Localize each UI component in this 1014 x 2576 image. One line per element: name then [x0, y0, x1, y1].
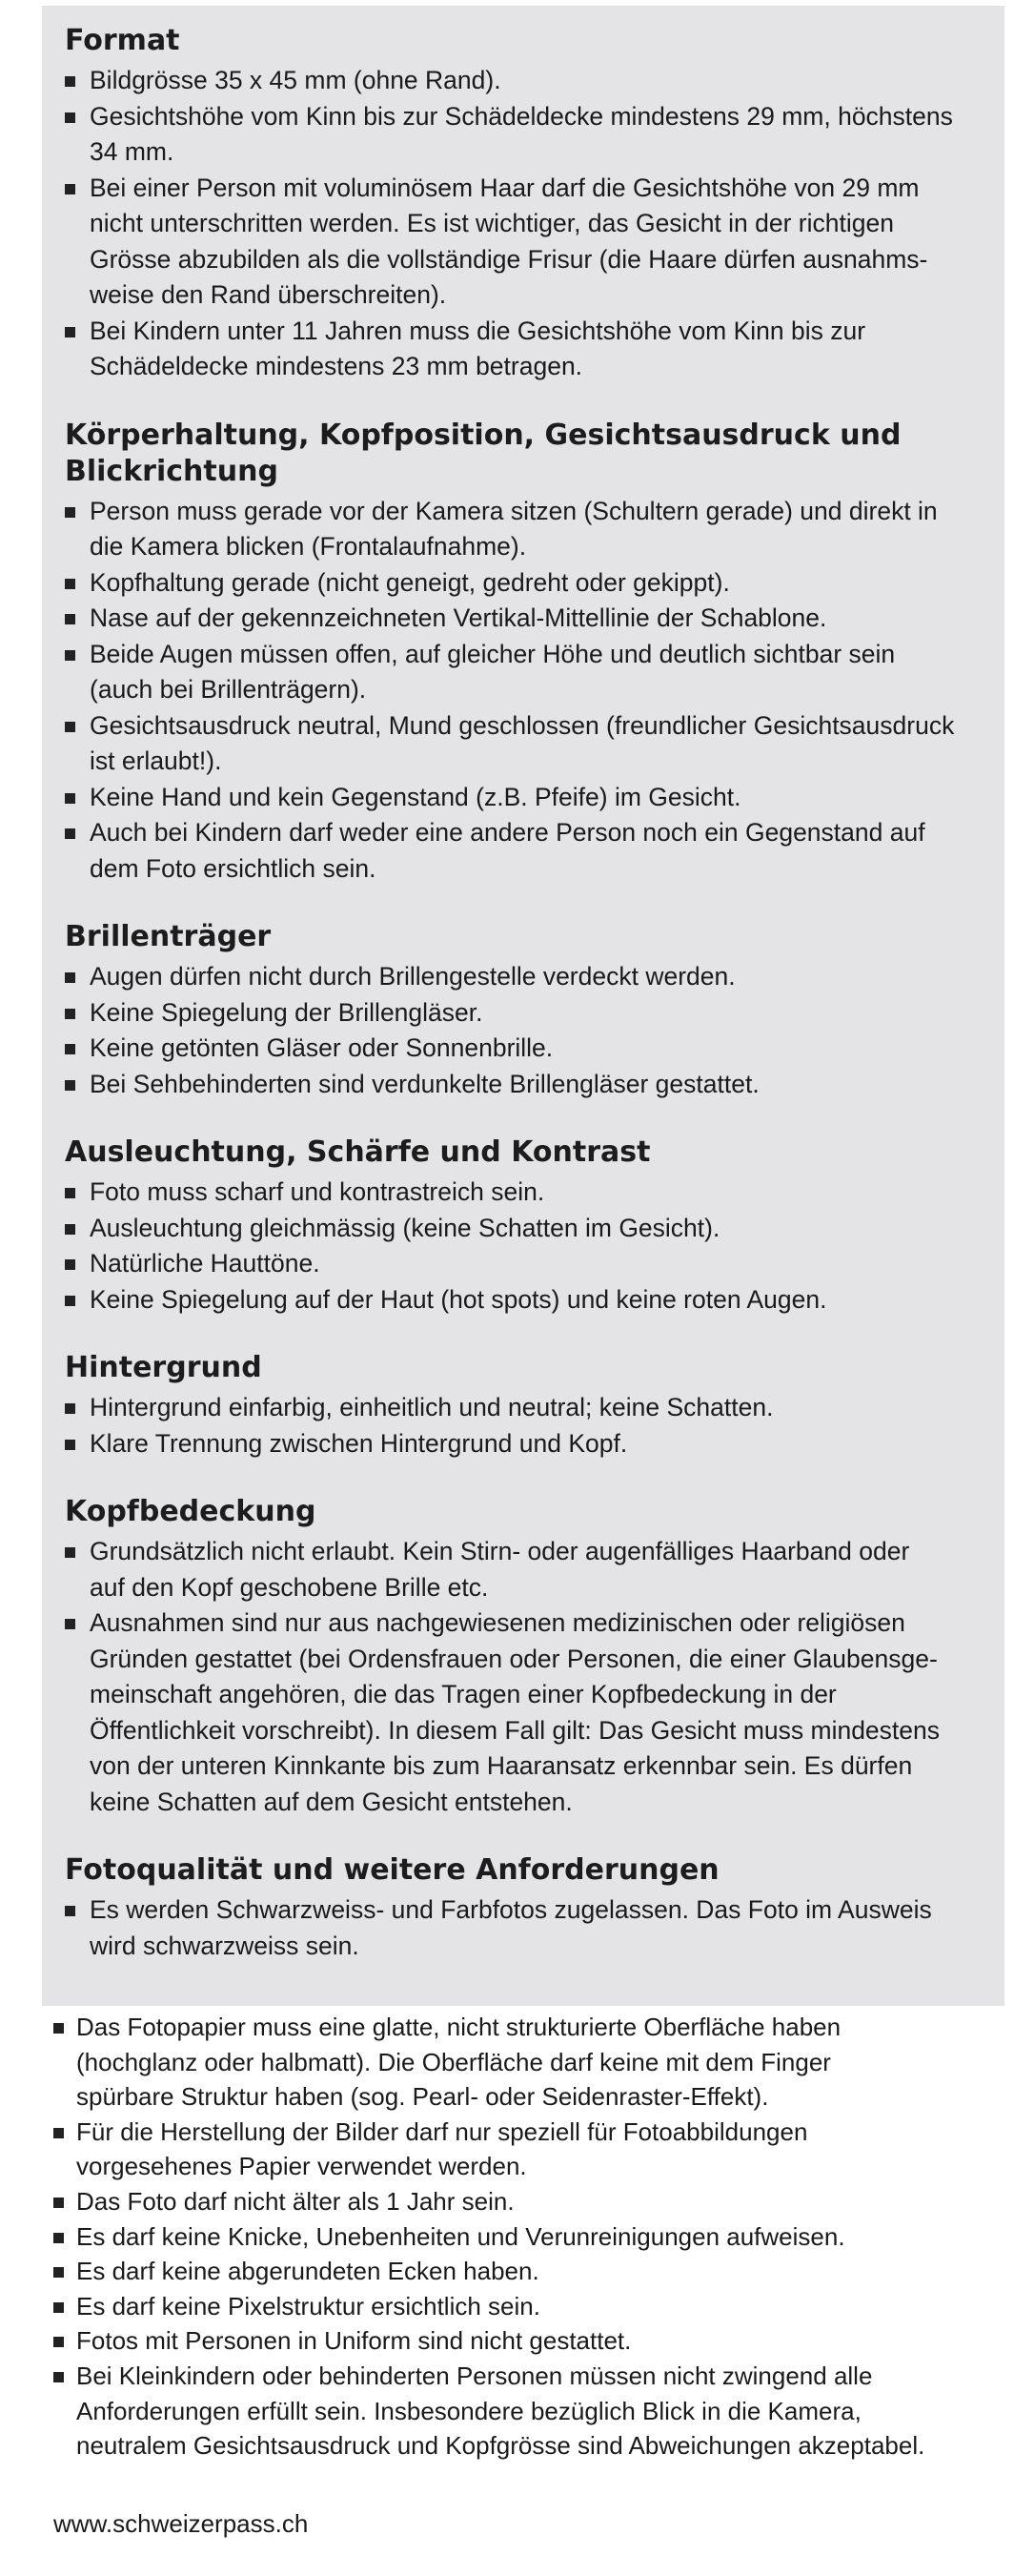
list-item	[65, 494, 980, 565]
section-heading: Format	[65, 24, 180, 57]
list-item-line: Gründen gestattet (bei Ordensfrauen oder Personen, die einer Glaubensge-	[90, 1644, 938, 1673]
requirements-sections	[65, 23, 980, 1996]
section	[65, 1350, 980, 1462]
list-item	[65, 565, 980, 602]
bullet-square-icon	[65, 1188, 75, 1198]
section	[65, 1135, 980, 1318]
list-item-line: Es darf keine Pixelstruktur ersichtlich sein.	[76, 2291, 540, 2320]
bullet-square-icon	[53, 2198, 64, 2208]
list-item	[65, 780, 980, 816]
bullet-square-icon	[65, 972, 75, 983]
list-item	[65, 1246, 980, 1282]
bullet-square-icon	[65, 1619, 75, 1629]
list-item-line: Für die Herstellung der Bilder darf nur speziell für Fotoabbildungen	[76, 2116, 808, 2146]
section	[65, 1494, 980, 1820]
section-heading: Brillenträger	[65, 920, 272, 953]
list-item-line: Fotos mit Personen in Uniform sind nicht gestattet.	[76, 2326, 632, 2356]
list-item-line: weise den Rand überschreiten).	[90, 280, 447, 309]
additional-requirements	[53, 2010, 987, 2464]
list-item	[65, 1031, 980, 1067]
list-item	[65, 1892, 980, 1964]
requirements-panel	[42, 6, 1004, 2006]
bullet-square-icon	[65, 327, 75, 337]
list-item-line: Das Foto darf nicht älter als 1 Jahr sein.	[76, 2186, 515, 2216]
bullet-square-icon	[65, 722, 75, 732]
list-item-line: Öffentlichkeit vorschreibt). In diesem Fall gilt: Das Gesicht muss mindestens	[90, 1715, 941, 1745]
bullet-list	[65, 959, 980, 1102]
section-heading: Kopfbedeckung	[65, 1495, 316, 1528]
list-item-line: (hochglanz oder halbmatt). Die Oberfläche darf keine mit dem Finger	[76, 2047, 831, 2076]
bullet-square-icon	[53, 2023, 64, 2034]
bullet-square-icon	[53, 2233, 64, 2243]
list-item-line: Natürliche Hauttöne.	[90, 1249, 320, 1278]
bullet-square-icon	[65, 1547, 75, 1558]
list-item	[65, 601, 980, 637]
list-item	[65, 63, 980, 99]
bullet-list	[65, 63, 980, 385]
list-item-line: spürbare Struktur haben (sog. Pearl- oder Seidenraster-Effekt).	[76, 2082, 769, 2112]
section	[65, 23, 980, 385]
list-item	[65, 314, 980, 385]
list-item-line: Keine Spiegelung der Brillengläser.	[90, 997, 483, 1027]
list-item-line: Das Fotopapier muss eine glatte, nicht strukturierte Oberfläche haben	[76, 2013, 842, 2041]
list-item	[65, 995, 980, 1032]
list-item	[65, 1605, 980, 1820]
list-item-line: Es darf keine Knicke, Unebenheiten und Verunreinigungen aufweisen.	[76, 2221, 845, 2251]
list-item-line: Bei Kleinkindern oder behinderten Personen müssen nicht zwingend alle	[76, 2361, 873, 2390]
list-item-line: meinschaft angehören, die das Tragen einer Kopfbedeckung in der	[90, 1680, 837, 1708]
bullet-square-icon	[65, 1403, 75, 1414]
section	[65, 418, 980, 888]
list-item-line: die Kamera blicken (Frontalaufnahme).	[90, 532, 527, 561]
list-item-line: Bei Sehbehinderten sind verdunkelte Brillengläser gestattet.	[90, 1069, 760, 1098]
list-item-line: Kopfhaltung gerade (nicht geneigt, gedreht oder gekippt).	[90, 567, 730, 597]
list-item-line: von der unteren Kinnkante bis zum Haaransatz erkennbar sein. Es dürfen	[90, 1751, 913, 1780]
list-item-line: Person muss gerade vor der Kamera sitzen (Schultern gerade) und direkt in	[90, 496, 938, 525]
bullet-square-icon	[65, 650, 75, 661]
bullet-square-icon	[53, 2128, 64, 2138]
bullet-square-icon	[65, 1906, 75, 1916]
list-item-line: neutralem Gesichtsausdruck und Kopfgrösse sind Abweichungen akzeptabel.	[76, 2431, 925, 2461]
list-item-line: nicht unterschritten werden. Es ist wichtiger, das Gesicht in der richtigen	[90, 209, 894, 237]
list-item-line: Ausnahmen sind nur aus nachgewiesenen medizinischen oder religiösen	[90, 1608, 905, 1637]
bullet-square-icon	[65, 507, 75, 518]
list-item	[53, 2323, 987, 2359]
list-item	[53, 2254, 987, 2289]
bullet-square-icon	[65, 793, 75, 804]
list-item	[53, 2115, 987, 2184]
bullet-square-icon	[65, 184, 75, 194]
list-item-line: Schädeldecke mindestens 23 mm betragen.	[90, 352, 583, 380]
list-item-line: Beide Augen müssen offen, auf gleicher Höhe und deutlich sichtbar sein	[90, 639, 896, 668]
list-item-line: vorgesehenes Papier verwendet werden.	[76, 2152, 527, 2181]
list-item-line: Hintergrund einfarbig, einheitlich und neutral; keine Schatten.	[90, 1393, 774, 1421]
list-item	[65, 1211, 980, 1247]
list-item-line: wird schwarzweiss sein.	[90, 1931, 359, 1960]
list-item	[65, 1426, 980, 1462]
bullet-square-icon	[65, 112, 75, 123]
list-item-line: auf den Kopf geschobene Brille etc.	[90, 1572, 489, 1602]
bullet-square-icon	[65, 1296, 75, 1306]
bullet-list	[65, 1390, 980, 1462]
list-item	[65, 1282, 980, 1319]
bullet-list	[65, 1892, 980, 1964]
list-item-line: dem Foto ersichtlich sein.	[90, 853, 376, 883]
bullet-square-icon	[53, 2302, 64, 2313]
list-item	[65, 171, 980, 314]
list-item	[65, 1067, 980, 1103]
bullet-square-icon	[65, 1259, 75, 1270]
list-item-line: Bildgrösse 35 x 45 mm (ohne Rand).	[90, 66, 501, 94]
list-item-line: Gesichtshöhe vom Kinn bis zur Schädeldecke mindestens 29 mm, höchstens	[90, 101, 953, 131]
bullet-square-icon	[65, 614, 75, 624]
list-item-line: Foto muss scharf und kontrastreich sein.	[90, 1177, 545, 1206]
bullet-square-icon	[65, 1009, 75, 1019]
list-item	[53, 2359, 987, 2464]
bullet-square-icon	[65, 76, 75, 87]
list-item-line: Bei Kindern unter 11 Jahren muss die Gesichtshöhe vom Kinn bis zur	[90, 316, 866, 345]
list-item	[65, 1175, 980, 1211]
bullet-square-icon	[65, 579, 75, 589]
list-item-line: Auch bei Kindern darf weder eine andere Person noch ein Gegenstand auf	[90, 818, 925, 847]
list-item	[65, 99, 980, 171]
list-item-line: Anforderungen erfüllt sein. Insbesondere bezüglich Blick in die Kamera,	[76, 2396, 862, 2425]
bullet-list	[65, 494, 980, 888]
list-item-line: Ausleuchtung gleichmässig (keine Schatten im Gesicht).	[90, 1213, 720, 1242]
bullet-square-icon	[53, 2372, 64, 2382]
list-item-line: Grösse abzubilden als die vollständige Frisur (die Haare dürfen ausnahms-	[90, 244, 928, 274]
list-item	[65, 815, 980, 887]
list-item-line: Bei einer Person mit voluminösem Haar darf die Gesichtshöhe von 29 mm	[90, 173, 920, 202]
section-heading: Fotoqualität und weitere Anforderungen	[65, 1853, 720, 1887]
list-item-line: Grundsätzlich nicht erlaubt. Kein Stirn- oder augenfälliges Haarband oder	[90, 1537, 910, 1565]
bullet-square-icon	[65, 1224, 75, 1235]
list-item	[53, 2289, 987, 2324]
list-item-line: Klare Trennung zwischen Hintergrund und Kopf.	[90, 1428, 628, 1458]
list-item-line: Es darf keine abgerundeten Ecken haben.	[76, 2257, 539, 2286]
section-heading: Ausleuchtung, Schärfe und Kontrast	[65, 1135, 651, 1169]
list-item	[53, 2010, 987, 2115]
section-heading: Körperhaltung, Kopfposition, Gesichtsausdruck und Blickrichtung	[65, 418, 902, 488]
additional-requirements-list	[53, 2010, 987, 2464]
bullet-square-icon	[53, 2337, 64, 2347]
list-item	[65, 637, 980, 708]
list-item	[65, 708, 980, 780]
list-item-line: Es werden Schwarzweiss- und Farbfotos zugelassen. Das Foto im Ausweis	[90, 1895, 932, 1924]
bullet-square-icon	[65, 1440, 75, 1450]
list-item-line: ist erlaubt!).	[90, 746, 222, 775]
bullet-square-icon	[65, 1080, 75, 1091]
list-item-line: 34 mm.	[90, 137, 174, 166]
list-item	[65, 1390, 980, 1426]
bullet-list	[65, 1175, 980, 1318]
list-item	[53, 2184, 987, 2219]
section	[65, 919, 980, 1102]
website-link[interactable]: www.schweizerpass.ch	[53, 2509, 309, 2538]
list-item-line: Keine Spiegelung auf der Haut (hot spots) und keine roten Augen.	[90, 1284, 827, 1314]
section	[65, 1852, 980, 1964]
list-item-line: Nase auf der gekennzeichneten Vertikal-Mittellinie der Schablone.	[90, 603, 827, 632]
list-item-line: Augen dürfen nicht durch Brillengestelle verdeckt werden.	[90, 962, 736, 991]
bullet-square-icon	[65, 828, 75, 839]
list-item-line: (auch bei Brillenträgern).	[90, 675, 367, 704]
list-item-line: Gesichtsausdruck neutral, Mund geschlossen (freundlicher Gesichtsausdruck	[90, 710, 955, 740]
bullet-list	[65, 1534, 980, 1820]
list-item	[65, 959, 980, 995]
list-item	[65, 1534, 980, 1605]
list-item-line: keine Schatten auf dem Gesicht entstehen.	[90, 1787, 573, 1816]
list-item-line: Keine getönten Gläser oder Sonnenbrille.	[90, 1033, 554, 1062]
bullet-square-icon	[65, 1044, 75, 1054]
list-item-line: Keine Hand und kein Gegenstand (z.B. Pfeife) im Gesicht.	[90, 782, 741, 811]
bullet-square-icon	[53, 2267, 64, 2278]
list-item	[53, 2219, 987, 2255]
section-heading: Hintergrund	[65, 1351, 262, 1384]
